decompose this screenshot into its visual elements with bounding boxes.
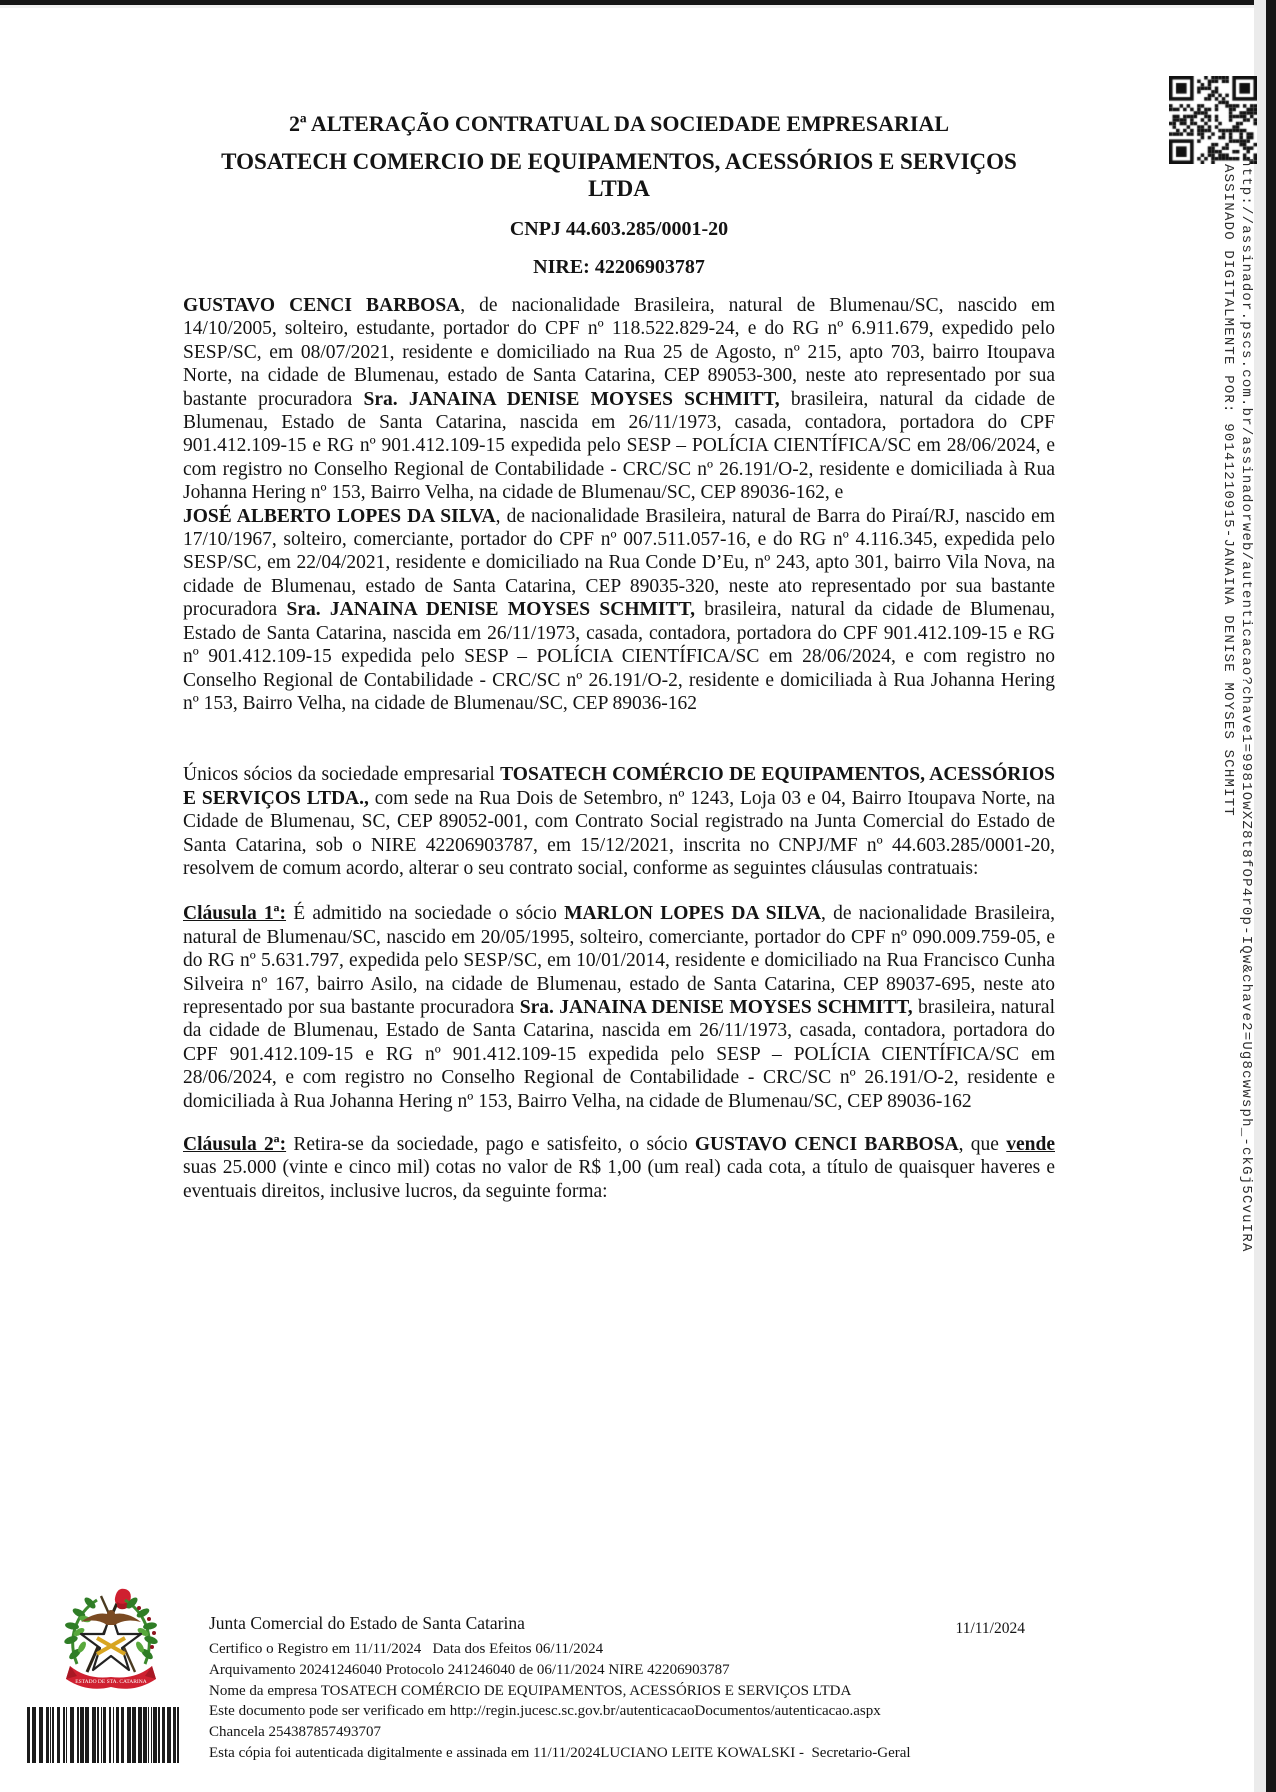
digitally-signed-text: ASSINADO DIGITALMENTE POR: 90141210915-JANAINA DENISE MOYSES SCHMITT [1220, 164, 1236, 817]
crest-ribbon-motto: ESTADO DE STA. CATARINA [75, 1679, 147, 1685]
barcode-stripe [179, 1707, 180, 1763]
certification-line: Certifico o Registro em 11/11/2024 Data dos Efeitos 06/11/2024 [209, 1641, 604, 1657]
certification-line: Chancela 254387857493707 [209, 1724, 382, 1741]
paragraph-segment: Únicos sócios da sociedade empresarial [183, 764, 501, 786]
paragraph [183, 1133, 1055, 1203]
nire-heading: NIRE: 42206903787 [533, 256, 705, 278]
registry-barcode [27, 1707, 180, 1763]
scan-edge-right [1266, 0, 1276, 1792]
certification-line: Nome da empresa TOSATECH COMÉRCIO DE EQUIPAMENTOS, ACESSÓRIOS E SERVIÇOS LTDA [209, 1682, 852, 1699]
paragraph-segment: Cláusula 2ª: [183, 1134, 287, 1155]
paragraph-segment: TOSATECH COMÉRCIO DE EQUIPAMENTOS, ACESSÓRIOS E SERVIÇOS LTDA., [183, 764, 1055, 809]
paragraph-segment: JOSÉ ALBERTO LOPES DA SILVA [183, 505, 496, 527]
paragraph-segment: com sede na Rua Dois de Setembro, nº 1243, Loja 03 e 04, Bairro Itoupava Norte, na Cidade de Blumenau, SC, CEP 89052-001, com Contrato Social registrado na Junta Comercial do Estado de Santa Catarina, sob o NIRE 42206903787, em 15/12/2021, inscrita no CNPJ/MF nº 44.603.285/0001-20, resolvem de comum acordo, alterar o seu contrato social, conforme as seguintes cláusulas contratuais: [183, 787, 1055, 879]
registry-agency-name: Junta Comercial do Estado de Santa Catarina [209, 1613, 525, 1633]
paragraph-segment: brasileira, natural da cidade de Blumenau, Estado de Santa Catarina, nascida em 26/11/1973, casada, contadora, portadora do CPF 901.412.109-15 e RG nº 901.412.109-15 expedida pelo SESP – POLÍCIA CIENTÍFICA/SC em 28/06/2024, e com registro no Conselho Regional de Contabilidade - CRC/SC nº 26.191/O-2, residente e domiciliada à Rua Johanna Hering nº 153, Bairro Velha, na cidade de Blumenau/SC, CEP 89036-162 [183, 599, 1056, 714]
signature-url-text: http://assinador.pscs.com.br/assinadorweb/autenticacao?chave1=9981OwXZ8t8fOP4r0p-IQw&chave2=Ug8cwwsph_-ckGj5CvuIRA [1238, 158, 1254, 1253]
registration-date: 11/11/2024 [955, 1620, 1025, 1637]
paragraph-segment: , de nacionalidade Brasileira, natural de Barra do Piraí/RJ, nascido em 17/10/1967, solteiro, comerciante, portador do CPF nº 007.511.057-16, e do RG nº 4.116.345, expedida pelo SESP/SC, em 22/04/2021, residente e domiciliado na Rua Conde D’Eu, nº 243, apto 301, bairro Vila Nova, na cidade de Blumenau, estado de Santa Catarina, CEP 89035-320, neste ato representado por sua bastante procuradora [183, 505, 1055, 621]
paragraph-segment: É admitido na sociedade o sócio [286, 903, 565, 925]
paragraph-segment: Cláusula 1ª: [183, 903, 287, 925]
paragraph [183, 505, 1055, 716]
paragraph-segment: MARLON LOPES DA SILVA [564, 903, 822, 925]
certification-line: Este documento pode ser verificado em http://regin.jucesc.sc.gov.br/autenticacaoDocumentos/autenticacao.aspx [209, 1703, 881, 1720]
paragraph [183, 294, 1055, 505]
scan-edge-right-shadow [1254, 0, 1266, 1792]
paragraph-segment: GUSTAVO CENCI BARBOSA [183, 295, 461, 316]
paragraph-segment: Retira-se da sociedade, pago e satisfeito, o sócio [286, 1134, 695, 1155]
company-name-line2: LTDA [588, 176, 650, 201]
certification-line: Esta cópia foi autenticada digitalmente e assinada em 11/11/2024LUCIANO LEITE KOWALSKI - Secretario-Geral [209, 1744, 911, 1761]
registry-certification-lines [209, 1639, 1049, 1764]
registry-certification-block [209, 1612, 1049, 1764]
scan-edge-top-shadow [0, 5, 1276, 8]
cnpj-heading: CNPJ 44.603.285/0001-20 [509, 218, 729, 240]
paragraph-segment: brasileira, natural da cidade de Blumenau, Estado de Santa Catarina, nascida em 26/11/1973, casada, contadora, portadora do CPF 901.412.109-15 e RG nº 901.412.109-15 expedida pelo SESP – POLÍCIA CIENTÍFICA/SC em 28/06/2024, e com registro no Conselho Regional de Contabilidade - CRC/SC nº 26.191/O-2, residente e domiciliada à Rua Johanna Hering nº 153, Bairro Velha, na cidade de Blumenau/SC, CEP 89036-162, e [183, 388, 1055, 504]
paragraph [183, 902, 1055, 1113]
paragraph-segment: brasileira, natural da cidade de Blumenau, Estado de Santa Catarina, nascida em 26/11/1973, casada, contadora, portadora do CPF 901.412.109-15 e RG nº 901.412.109-15 expedida pelo SESP – POLÍCIA CIENTÍFICA/SC em 28/06/2024, e com registro no Conselho Regional de Contabilidade - CRC/SC nº 26.191/O-2, residente e domiciliada à Rua Johanna Hering nº 153, Bairro Velha, na cidade de Blumenau/SC, CEP 89036-162 [183, 996, 1056, 1112]
qr-code [1169, 76, 1257, 164]
paragraph-segment: Sra. JANAINA DENISE MOYSES SCHMITT, [363, 388, 780, 410]
paragraph-segment: suas 25.000 (vinte e cinco mil) cotas no valor de R$ 1,00 (um real) cada cota, a título de quaisquer haveres e eventuais direitos, inclusive lucros, da seguinte forma: [183, 1157, 1055, 1202]
paragraph-segment: , que [958, 1134, 1007, 1155]
document-title: 2ª ALTERAÇÃO CONTRATUAL DA SOCIEDADE EMPRESARIAL [289, 111, 949, 136]
paragraph [183, 763, 1055, 880]
paragraph-segment: Sra. JANAINA DENISE MOYSES SCHMITT, [519, 996, 913, 1018]
paragraph-segment: GUSTAVO CENCI BARBOSA [694, 1134, 959, 1155]
body-paragraphs [183, 294, 1055, 1203]
paragraph-segment: , de nacionalidade Brasileira, natural de Blumenau/SC, nascido em 20/05/1995, solteiro, comerciante, portador do CPF nº 090.009.759-05, e do RG nº 5.631.797, expedida pelo SESP/SC, em 10/01/2014, residente e domiciliado na Rua Francisco Cunha Silveira nº 167, bairro Asilo, na cidade de Blumenau, estado de Santa Catarina, CEP 89037-695, neste ato representado por sua bastante procuradora [183, 903, 1056, 1018]
paragraph-segment: Sra. JANAINA DENISE MOYSES SCHMITT, [286, 599, 695, 621]
company-name-line1: TOSATECH COMERCIO DE EQUIPAMENTOS, ACESSÓRIOS E SERVIÇOS [221, 149, 1017, 174]
paragraph-segment: vende [1006, 1134, 1055, 1155]
company-name-heading [183, 148, 1055, 202]
paragraph-segment: , de nacionalidade Brasileira, natural de Blumenau/SC, nascido em 14/10/2005, solteiro, estudante, portador do CPF nº 118.522.829-24, e do RG nº 6.911.679, expedido pelo SESP/SC, em 08/07/2021, residente e domiciliado na Rua 25 de Agosto, nº 215, apto 703, bairro Itoupava Norte, na cidade de Blumenau, estado de Santa Catarina, CEP 89053-300, neste ato representado por sua bastante procuradora [183, 295, 1055, 410]
certification-line: Arquivamento 20241246040 Protocolo 241246040 de 06/11/2024 NIRE 42206903787 [209, 1661, 730, 1678]
document-body [183, 112, 1055, 1203]
santa-catarina-coat-of-arms-icon [57, 1582, 165, 1694]
